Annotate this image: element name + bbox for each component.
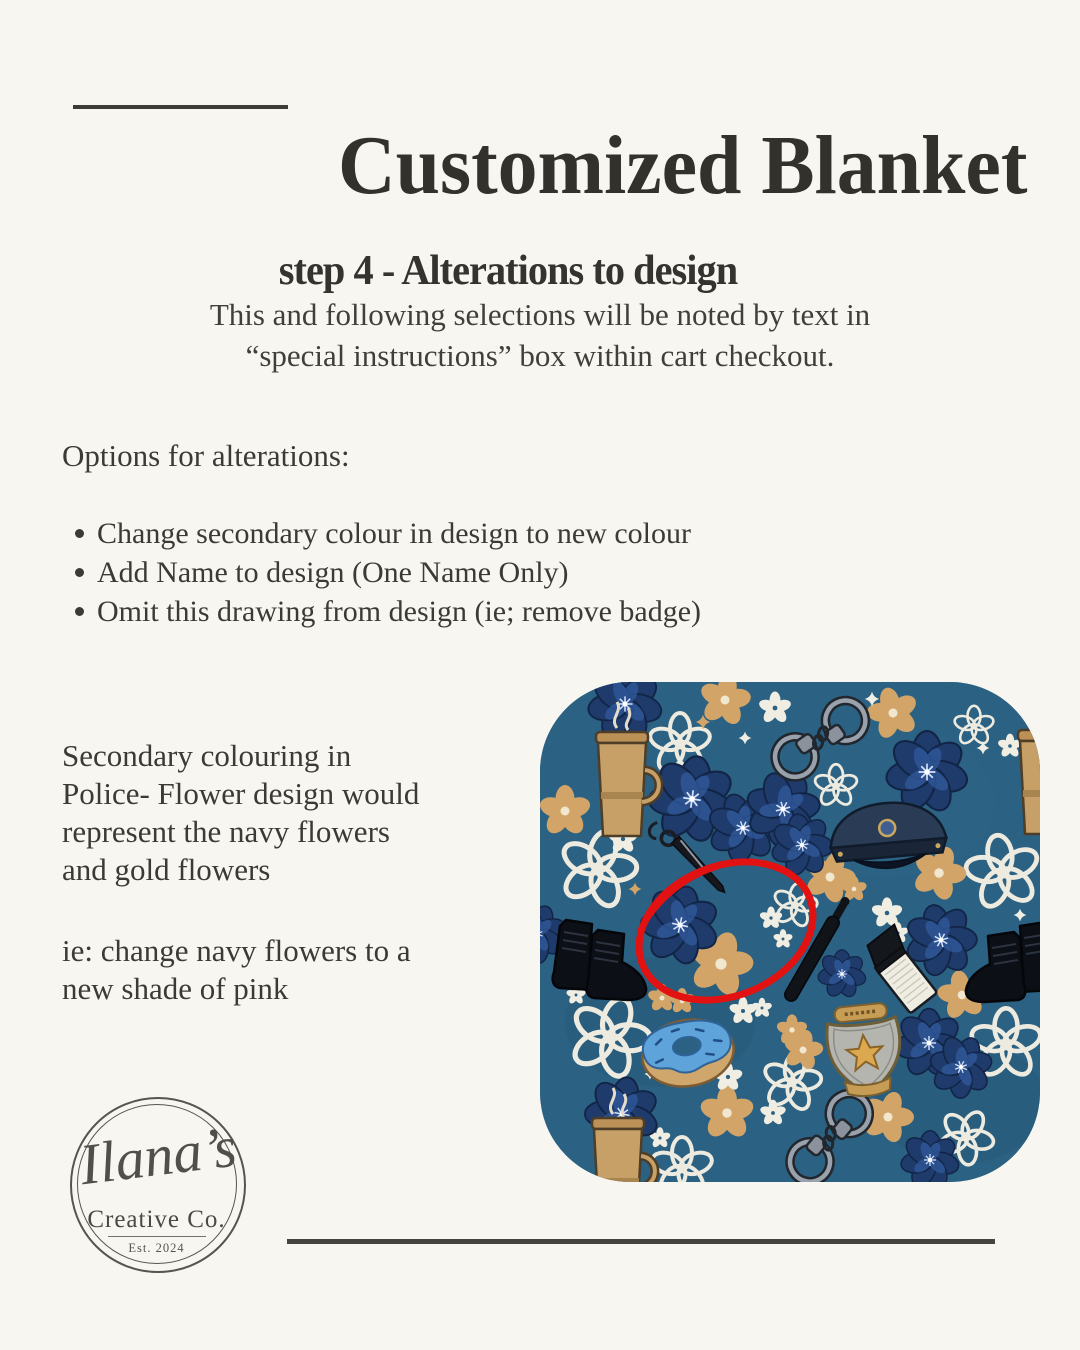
list-item xyxy=(75,592,701,631)
example-line: Police- Flower design would xyxy=(62,776,420,811)
example-line: and gold flowers xyxy=(62,852,271,887)
logo-name: Ilana’s xyxy=(76,1113,240,1198)
bullet-dot xyxy=(75,529,84,538)
fabric-pattern-svg xyxy=(540,682,1040,1182)
logo-subtitle: Creative Co. xyxy=(87,1206,226,1233)
example-line: new shade of pink xyxy=(62,971,289,1006)
alteration-options-list xyxy=(75,514,701,631)
list-item xyxy=(75,514,701,553)
bullet-dot xyxy=(75,607,84,616)
list-item-label: Omit this drawing from design (ie; remove badge) xyxy=(97,594,702,628)
step-heading: step 4 - Alterations to design xyxy=(278,247,738,294)
intro-line: This and following selections will be noted by text in xyxy=(209,297,871,332)
intro-line: “special instructions” box within cart checkout. xyxy=(245,338,835,373)
police-flower-fabric-swatch xyxy=(540,682,1040,1182)
list-item-label: Change secondary colour in design to new colour xyxy=(97,516,692,550)
bottom-divider-line xyxy=(287,1239,995,1244)
bullet-dot xyxy=(75,568,84,577)
example-text-block xyxy=(62,737,419,1008)
intro-paragraph xyxy=(0,294,1080,376)
example-line: Secondary colouring in xyxy=(62,738,352,773)
example-line: ie: change navy flowers to a xyxy=(62,933,411,968)
logo-divider-line xyxy=(108,1236,206,1237)
brand-logo xyxy=(60,1088,270,1298)
list-item-label: Add Name to design (One Name Only) xyxy=(97,555,569,589)
list-item xyxy=(75,553,701,592)
example-line: represent the navy flowers xyxy=(62,814,390,849)
options-label: Options for alterations: xyxy=(62,438,350,473)
page-title: Customized Blanket xyxy=(338,119,1028,213)
top-divider-line xyxy=(73,105,288,109)
logo-established: Est. 2024 xyxy=(128,1241,185,1255)
paragraph-gap xyxy=(62,889,419,932)
